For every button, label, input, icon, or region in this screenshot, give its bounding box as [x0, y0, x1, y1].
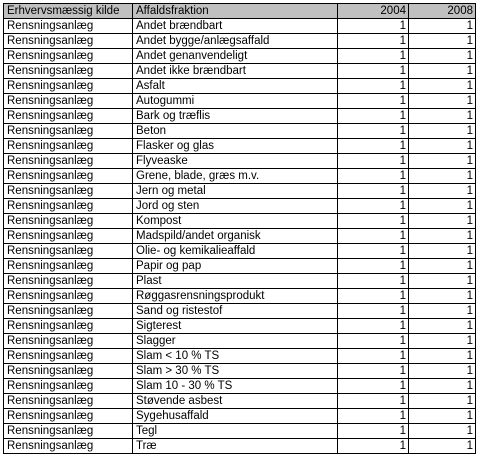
cell-2004: 1: [338, 349, 409, 364]
cell-source: Rensningsanlæg: [4, 409, 133, 424]
cell-fraction: Andet brændbart: [133, 19, 338, 34]
cell-source: Rensningsanlæg: [4, 64, 133, 79]
table-row: [4, 424, 476, 439]
cell-2004: 1: [338, 259, 409, 274]
cell-fraction: Andet genanvendeligt: [133, 49, 338, 64]
cell-2004: 1: [338, 94, 409, 109]
cell-source: Rensningsanlæg: [4, 379, 133, 394]
cell-2004: 1: [338, 409, 409, 424]
table-row: [4, 124, 476, 139]
table-row: [4, 34, 476, 49]
cell-2008: 1: [409, 319, 476, 334]
cell-source: Rensningsanlæg: [4, 424, 133, 439]
cell-fraction: Andet bygge/anlægsaffald: [133, 34, 338, 49]
cell-2008: 1: [409, 169, 476, 184]
table-row: [4, 214, 476, 229]
table-row: [4, 274, 476, 289]
table-row: [4, 64, 476, 79]
cell-2008: 1: [409, 409, 476, 424]
table-row: [4, 439, 476, 454]
cell-fraction: Slam > 30 % TS: [133, 364, 338, 379]
cell-2004: 1: [338, 424, 409, 439]
cell-source: Rensningsanlæg: [4, 49, 133, 64]
cell-2008: 1: [409, 94, 476, 109]
table-row: [4, 409, 476, 424]
cell-fraction: Bark og træflis: [133, 109, 338, 124]
cell-fraction: Olie- og kemikalieaffald: [133, 244, 338, 259]
cell-2008: 1: [409, 124, 476, 139]
cell-source: Rensningsanlæg: [4, 349, 133, 364]
cell-2008: 1: [409, 394, 476, 409]
cell-fraction: Slagger: [133, 334, 338, 349]
header-row: [4, 4, 476, 19]
cell-2004: 1: [338, 199, 409, 214]
cell-fraction: Jord og sten: [133, 199, 338, 214]
cell-fraction: Beton: [133, 124, 338, 139]
cell-2004: 1: [338, 139, 409, 154]
cell-2004: 1: [338, 19, 409, 34]
table-row: [4, 79, 476, 94]
column-header-fraction: Affaldsfraktion: [133, 4, 338, 19]
cell-source: Rensningsanlæg: [4, 319, 133, 334]
cell-fraction: Sigterest: [133, 319, 338, 334]
cell-2004: 1: [338, 184, 409, 199]
cell-2004: 1: [338, 289, 409, 304]
table-row: [4, 244, 476, 259]
cell-fraction: Andet ikke brændbart: [133, 64, 338, 79]
cell-2008: 1: [409, 274, 476, 289]
table-body: [4, 19, 476, 454]
cell-2004: 1: [338, 334, 409, 349]
cell-source: Rensningsanlæg: [4, 184, 133, 199]
cell-2008: 1: [409, 184, 476, 199]
cell-source: Rensningsanlæg: [4, 124, 133, 139]
cell-2004: 1: [338, 244, 409, 259]
cell-fraction: Slam < 10 % TS: [133, 349, 338, 364]
cell-source: Rensningsanlæg: [4, 334, 133, 349]
table-row: [4, 259, 476, 274]
table-row: [4, 319, 476, 334]
cell-fraction: Sand og ristestof: [133, 304, 338, 319]
cell-2008: 1: [409, 139, 476, 154]
table-header: [4, 4, 476, 19]
cell-2004: 1: [338, 34, 409, 49]
cell-2008: 1: [409, 424, 476, 439]
table-row: [4, 229, 476, 244]
cell-fraction: Asfalt: [133, 79, 338, 94]
cell-fraction: Træ: [133, 439, 338, 454]
cell-2008: 1: [409, 49, 476, 64]
cell-2008: 1: [409, 379, 476, 394]
table-row: [4, 109, 476, 124]
table-row: [4, 169, 476, 184]
cell-fraction: Papir og pap: [133, 259, 338, 274]
cell-2008: 1: [409, 334, 476, 349]
cell-2004: 1: [338, 229, 409, 244]
cell-2004: 1: [338, 124, 409, 139]
cell-fraction: Flasker og glas: [133, 139, 338, 154]
cell-2004: 1: [338, 109, 409, 124]
table-row: [4, 364, 476, 379]
cell-source: Rensningsanlæg: [4, 274, 133, 289]
cell-source: Rensningsanlæg: [4, 214, 133, 229]
cell-2008: 1: [409, 34, 476, 49]
cell-fraction: Autogummi: [133, 94, 338, 109]
cell-2008: 1: [409, 109, 476, 124]
cell-source: Rensningsanlæg: [4, 154, 133, 169]
cell-fraction: Sygehusaffald: [133, 409, 338, 424]
cell-source: Rensningsanlæg: [4, 79, 133, 94]
cell-2008: 1: [409, 289, 476, 304]
cell-2004: 1: [338, 274, 409, 289]
waste-table: [3, 3, 476, 454]
cell-2004: 1: [338, 214, 409, 229]
cell-2004: 1: [338, 319, 409, 334]
cell-source: Rensningsanlæg: [4, 394, 133, 409]
cell-2004: 1: [338, 49, 409, 64]
cell-source: Rensningsanlæg: [4, 199, 133, 214]
cell-fraction: Flyveaske: [133, 154, 338, 169]
cell-source: Rensningsanlæg: [4, 244, 133, 259]
table-row: [4, 289, 476, 304]
cell-2004: 1: [338, 379, 409, 394]
cell-2008: 1: [409, 229, 476, 244]
cell-source: Rensningsanlæg: [4, 304, 133, 319]
cell-source: Rensningsanlæg: [4, 229, 133, 244]
cell-source: Rensningsanlæg: [4, 139, 133, 154]
cell-source: Rensningsanlæg: [4, 439, 133, 454]
cell-2008: 1: [409, 214, 476, 229]
table-row: [4, 139, 476, 154]
cell-fraction: Jern og metal: [133, 184, 338, 199]
cell-2008: 1: [409, 364, 476, 379]
table-row: [4, 19, 476, 34]
cell-2004: 1: [338, 439, 409, 454]
table-row: [4, 304, 476, 319]
cell-source: Rensningsanlæg: [4, 364, 133, 379]
cell-source: Rensningsanlæg: [4, 259, 133, 274]
cell-source: Rensningsanlæg: [4, 19, 133, 34]
waste-fraction-sheet: [3, 3, 476, 454]
cell-fraction: Madspild/andet organisk: [133, 229, 338, 244]
cell-2008: 1: [409, 199, 476, 214]
cell-source: Rensningsanlæg: [4, 109, 133, 124]
cell-fraction: Grene, blade, græs m.v.: [133, 169, 338, 184]
table-row: [4, 94, 476, 109]
column-header-2008: 2008: [409, 4, 476, 19]
table-row: [4, 154, 476, 169]
cell-2008: 1: [409, 304, 476, 319]
cell-source: Rensningsanlæg: [4, 34, 133, 49]
cell-2008: 1: [409, 259, 476, 274]
cell-2004: 1: [338, 304, 409, 319]
cell-fraction: Støvende asbest: [133, 394, 338, 409]
table-row: [4, 379, 476, 394]
table-row: [4, 184, 476, 199]
cell-2008: 1: [409, 349, 476, 364]
cell-fraction: Tegl: [133, 424, 338, 439]
cell-fraction: Kompost: [133, 214, 338, 229]
cell-fraction: Røggasrensningsprodukt: [133, 289, 338, 304]
cell-source: Rensningsanlæg: [4, 289, 133, 304]
cell-2008: 1: [409, 79, 476, 94]
table-row: [4, 49, 476, 64]
cell-2004: 1: [338, 169, 409, 184]
table-row: [4, 394, 476, 409]
cell-source: Rensningsanlæg: [4, 94, 133, 109]
cell-2004: 1: [338, 364, 409, 379]
column-header-source: Erhvervsmæssig kilde: [4, 4, 133, 19]
cell-2004: 1: [338, 79, 409, 94]
cell-2004: 1: [338, 394, 409, 409]
cell-2008: 1: [409, 154, 476, 169]
cell-2008: 1: [409, 19, 476, 34]
table-row: [4, 349, 476, 364]
cell-fraction: Plast: [133, 274, 338, 289]
cell-2004: 1: [338, 64, 409, 79]
table-row: [4, 199, 476, 214]
cell-2004: 1: [338, 154, 409, 169]
column-header-2004: 2004: [338, 4, 409, 19]
cell-fraction: Slam 10 - 30 % TS: [133, 379, 338, 394]
cell-2008: 1: [409, 64, 476, 79]
cell-2008: 1: [409, 439, 476, 454]
cell-2008: 1: [409, 244, 476, 259]
cell-source: Rensningsanlæg: [4, 169, 133, 184]
table-row: [4, 334, 476, 349]
